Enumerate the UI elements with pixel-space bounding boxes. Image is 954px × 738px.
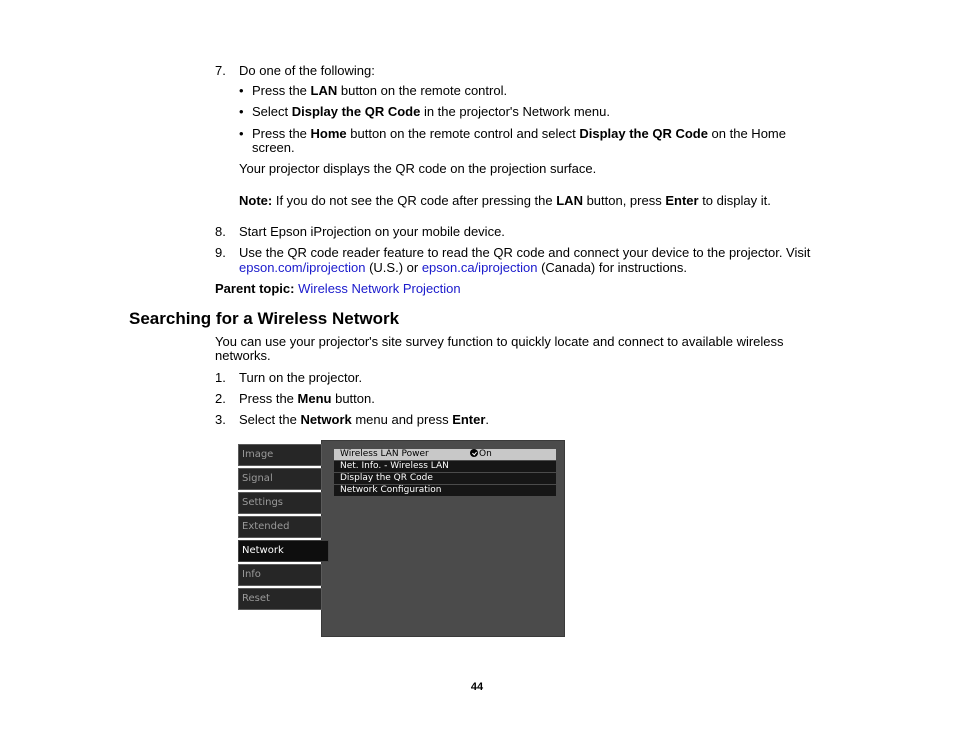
menu-tab-info[interactable]: Info [238, 564, 322, 586]
menu-tab-settings[interactable]: Settings [238, 492, 322, 514]
step-text: Press the Menu button. [239, 391, 375, 406]
step-number: 1. [215, 370, 226, 385]
menu-row-net-info[interactable]: Net. Info. - Wireless LAN [334, 461, 556, 472]
step-text: Select the Network menu and press Enter. [239, 412, 490, 427]
bullet-item: Select Display the QR Code in the projector's Network menu. [252, 104, 610, 119]
menu-row-label: Wireless LAN Power [340, 449, 429, 459]
page-number: 44 [470, 681, 484, 693]
bullet-item: Press the LAN button on the remote control. [252, 83, 508, 98]
bullet-glyph: • [239, 104, 244, 119]
step-number: 9. [215, 245, 226, 260]
section-intro-continued: networks. [215, 348, 271, 363]
projector-menu-screenshot [238, 440, 565, 637]
step-text: Do one of the following: [239, 63, 375, 78]
menu-tab-image[interactable]: Image [238, 444, 322, 466]
step-text: Use the QR code reader feature to read the QR code and connect your device to the projector. Visit [239, 245, 811, 260]
step-number: 2. [215, 391, 226, 406]
parent-topic: Parent topic: Wireless Network Projection [215, 281, 461, 296]
bullet-glyph: • [239, 83, 244, 98]
step-text: Start Epson iProjection on your mobile device. [239, 224, 505, 239]
section-heading: Searching for a Wireless Network [129, 309, 400, 328]
menu-tab-extended[interactable]: Extended [238, 516, 322, 538]
step-number: 3. [215, 412, 226, 427]
step-result: Your projector displays the QR code on the projection surface. [239, 161, 597, 176]
bullet-item-continued: screen. [252, 140, 295, 155]
step-text: Turn on the projector. [239, 370, 363, 385]
step-text-continued: epson.com/iprojection (U.S.) or epson.ca/iprojection (Canada) for instructions. [239, 260, 688, 275]
menu-row-value: On [470, 449, 492, 460]
radio-selected-icon [470, 449, 478, 457]
note: Note: If you do not see the QR code after pressing the LAN button, press Enter to display it. [239, 193, 771, 208]
menu-row-display-qr-code[interactable]: Display the QR Code [334, 473, 556, 484]
menu-tab-network[interactable]: Network [238, 540, 329, 562]
menu-tab-signal[interactable]: Signal [238, 468, 322, 490]
step-number: 8. [215, 224, 226, 239]
bullet-glyph: • [239, 126, 244, 141]
menu-tab-reset[interactable]: Reset [238, 588, 322, 610]
menu-row-wireless-lan-power[interactable] [334, 449, 556, 460]
step-number: 7. [215, 63, 226, 78]
section-intro: You can use your projector's site survey function to quickly locate and connect to available wireless [215, 334, 784, 349]
epson-ca-link[interactable]: epson.ca/iprojection [421, 260, 538, 275]
menu-row-network-configuration[interactable]: Network Configuration [334, 485, 556, 496]
bullet-item: Press the Home button on the remote control and select Display the QR Code on the Home [252, 126, 786, 141]
parent-topic-link[interactable]: Wireless Network Projection [298, 281, 461, 296]
epson-com-link[interactable]: epson.com/iprojection [239, 260, 366, 275]
